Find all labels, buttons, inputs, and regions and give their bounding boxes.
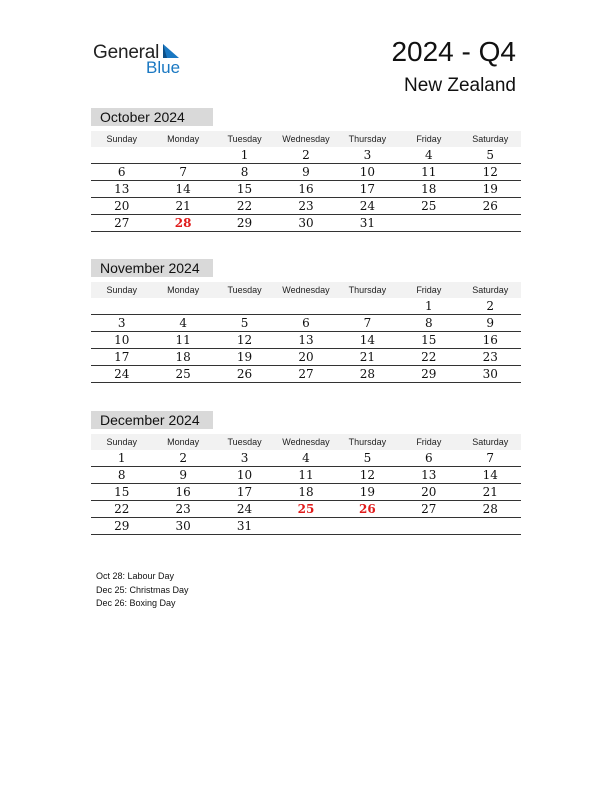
day-cell: 4 <box>425 148 433 162</box>
week-row <box>91 484 521 501</box>
weekday-header: Sunday <box>106 285 137 295</box>
day-cell: 12 <box>359 468 376 482</box>
day-cell: 31 <box>359 216 376 230</box>
day-cell: 14 <box>175 182 191 196</box>
day-cell: 12 <box>482 165 498 179</box>
weekday-header: Friday <box>416 285 442 295</box>
logo-word-blue: Blue <box>146 58 181 77</box>
weekday-header: Wednesday <box>282 134 330 144</box>
day-cell: 1 <box>240 148 249 162</box>
day-cell <box>398 215 459 231</box>
weekday-header: Wednesday <box>282 437 330 447</box>
day-cell: 17 <box>236 485 253 499</box>
day-cell: 18 <box>421 182 437 196</box>
month-november <box>91 259 521 383</box>
month-name: November 2024 <box>91 259 213 277</box>
day-cell <box>460 215 521 231</box>
week-row <box>91 198 521 215</box>
day-cell: 4 <box>302 451 310 465</box>
day-cell: 27 <box>421 502 437 516</box>
day-cell: 13 <box>114 182 130 196</box>
day-cell: 3 <box>363 148 372 162</box>
day-cell: 8 <box>240 165 249 179</box>
day-cell: 13 <box>421 468 437 482</box>
day-cell: 30 <box>482 367 498 381</box>
day-cell: 22 <box>236 199 253 213</box>
weekday-header: Saturday <box>472 134 509 144</box>
day-cell: 2 <box>302 148 310 162</box>
day-cell: 14 <box>482 468 498 482</box>
day-cell: 31 <box>236 519 253 533</box>
week-row <box>91 181 521 198</box>
day-cell: 20 <box>114 199 130 213</box>
day-cell <box>275 518 336 534</box>
logo-triangle-icon <box>163 44 179 58</box>
day-cell: 5 <box>486 148 495 162</box>
day-cell: 11 <box>298 468 314 482</box>
weekday-header: Tuesday <box>227 285 262 295</box>
day-cell <box>91 147 152 163</box>
month-name: October 2024 <box>91 108 213 126</box>
holiday-note: Oct 28: Labour Day <box>96 571 175 581</box>
holiday-note: Dec 25: Christmas Day <box>96 584 189 595</box>
day-cell: 24 <box>359 199 376 213</box>
day-cell: 21 <box>359 350 376 364</box>
day-cell: 30 <box>298 216 314 230</box>
week-row <box>91 450 521 467</box>
week-row <box>91 332 521 349</box>
day-cell: 29 <box>421 367 437 381</box>
day-cell <box>152 298 213 314</box>
day-cell: 5 <box>363 451 372 465</box>
day-cell <box>152 147 213 163</box>
weekday-header: Saturday <box>472 437 509 447</box>
day-cell: 26 <box>236 367 253 381</box>
day-cell: 6 <box>302 316 310 330</box>
week-row <box>91 518 521 535</box>
week-row <box>91 215 521 232</box>
day-cell: 15 <box>421 333 437 347</box>
weekday-header: Thursday <box>348 134 387 144</box>
day-cell: 17 <box>359 182 376 196</box>
day-cell: 10 <box>114 333 130 347</box>
day-cell <box>337 518 398 534</box>
day-cell: 11 <box>175 333 191 347</box>
day-cell: 14 <box>359 333 376 347</box>
day-cell: 21 <box>175 199 191 213</box>
day-cell: 19 <box>359 485 376 499</box>
day-cell: 9 <box>486 316 495 330</box>
weekday-header: Friday <box>416 437 442 447</box>
week-row <box>91 164 521 181</box>
day-cell: 24 <box>236 502 253 516</box>
day-cell: 7 <box>486 451 495 465</box>
day-cell: 19 <box>236 350 253 364</box>
week-row <box>91 298 521 315</box>
holiday-notes <box>96 570 189 611</box>
day-cell <box>275 298 336 314</box>
week-row <box>91 366 521 383</box>
day-cell: 20 <box>421 485 437 499</box>
day-cell: 4 <box>179 316 187 330</box>
day-cell: 2 <box>486 299 495 313</box>
day-cell: 30 <box>175 519 191 533</box>
weekday-header: Wednesday <box>282 285 330 295</box>
weekday-header: Saturday <box>472 285 509 295</box>
day-cell: 16 <box>175 485 191 499</box>
day-cell: 23 <box>175 502 191 516</box>
day-cell: 1 <box>425 299 433 313</box>
day-cell: 27 <box>298 367 314 381</box>
week-row <box>91 501 521 518</box>
day-cell: 16 <box>482 333 498 347</box>
weekday-header-row <box>91 131 521 147</box>
day-cell: 17 <box>114 350 130 364</box>
day-cell: 26 <box>359 502 376 516</box>
page-title: 2024 - Q4 <box>391 36 516 67</box>
day-cell: 10 <box>359 165 376 179</box>
day-cell: 18 <box>175 350 191 364</box>
day-cell <box>214 298 275 314</box>
day-cell: 23 <box>482 350 498 364</box>
day-cell: 25 <box>421 199 437 213</box>
day-cell: 28 <box>482 502 498 516</box>
day-cell: 23 <box>298 199 314 213</box>
weekday-header: Tuesday <box>227 437 262 447</box>
day-cell: 7 <box>179 165 187 179</box>
holiday-note: Dec 26: Boxing Day <box>96 598 176 608</box>
day-cell: 29 <box>114 519 130 533</box>
day-cell: 22 <box>421 350 437 364</box>
day-cell: 25 <box>175 367 191 381</box>
day-cell: 8 <box>117 468 126 482</box>
day-cell: 25 <box>297 502 315 516</box>
day-cell: 6 <box>425 451 433 465</box>
day-cell <box>91 298 152 314</box>
day-cell: 6 <box>117 165 126 179</box>
day-cell <box>398 518 459 534</box>
day-cell: 26 <box>482 199 498 213</box>
day-cell: 1 <box>117 451 126 465</box>
day-cell: 19 <box>482 182 498 196</box>
day-cell: 8 <box>425 316 433 330</box>
day-cell: 20 <box>298 350 314 364</box>
day-cell: 29 <box>236 216 253 230</box>
weekday-header: Monday <box>167 285 200 295</box>
day-cell: 5 <box>240 316 249 330</box>
week-row <box>91 467 521 484</box>
week-row <box>91 349 521 366</box>
day-cell: 15 <box>236 182 253 196</box>
weekday-header: Thursday <box>348 285 387 295</box>
day-cell: 9 <box>302 165 310 179</box>
brand-logo <box>93 40 193 80</box>
month-name: December 2024 <box>91 411 213 429</box>
day-cell: 22 <box>114 502 130 516</box>
day-cell: 16 <box>298 182 314 196</box>
day-cell: 7 <box>363 316 372 330</box>
weekday-header: Friday <box>416 134 442 144</box>
day-cell <box>460 518 521 534</box>
weekday-header: Monday <box>167 437 200 447</box>
day-cell: 12 <box>236 333 253 347</box>
day-cell: 27 <box>114 216 130 230</box>
week-row <box>91 147 521 164</box>
day-cell: 15 <box>114 485 130 499</box>
month-december <box>91 411 521 535</box>
weekday-header-row <box>91 434 521 450</box>
country-name: New Zealand <box>404 75 516 96</box>
weekday-header: Monday <box>167 134 200 144</box>
day-cell: 9 <box>179 468 187 482</box>
day-cell: 24 <box>114 367 130 381</box>
weekday-header: Sunday <box>106 134 137 144</box>
day-cell: 11 <box>421 165 437 179</box>
month-october <box>91 108 521 232</box>
day-cell: 13 <box>298 333 314 347</box>
logo-word-general: General <box>93 42 160 63</box>
week-row <box>91 315 521 332</box>
day-cell: 21 <box>482 485 498 499</box>
weekday-header: Thursday <box>348 437 387 447</box>
day-cell: 28 <box>359 367 376 381</box>
weekday-header-row <box>91 282 521 298</box>
weekday-header: Sunday <box>106 437 137 447</box>
day-cell: 3 <box>240 451 249 465</box>
day-cell <box>337 298 398 314</box>
day-cell: 18 <box>298 485 314 499</box>
day-cell: 10 <box>236 468 253 482</box>
day-cell: 28 <box>174 216 192 230</box>
day-cell: 3 <box>117 316 126 330</box>
day-cell: 2 <box>179 451 187 465</box>
weekday-header: Tuesday <box>227 134 262 144</box>
